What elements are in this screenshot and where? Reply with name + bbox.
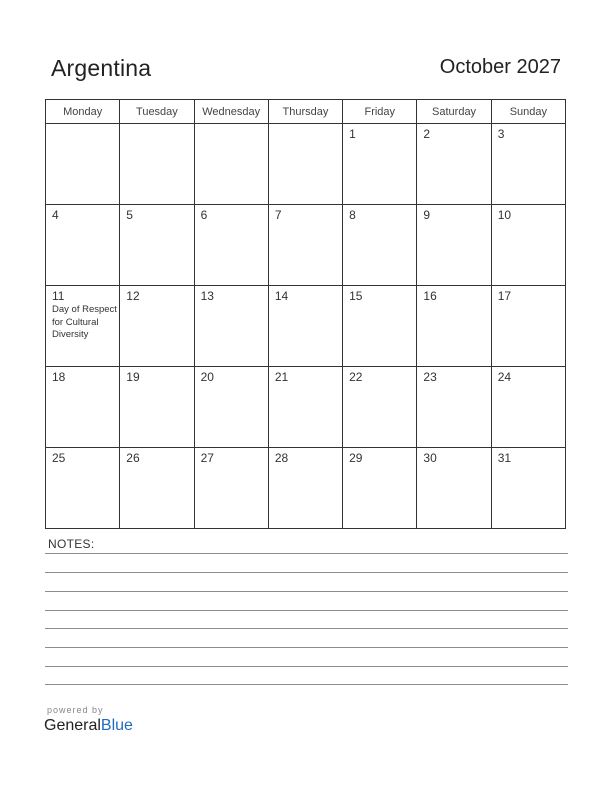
day-number: 21 (274, 370, 289, 384)
calendar-day-cell[interactable] (491, 286, 565, 367)
calendar-day-cell[interactable] (491, 367, 565, 448)
note-line (45, 591, 568, 592)
calendar-day-cell[interactable] (194, 286, 268, 367)
calendar-day-cell[interactable] (46, 286, 120, 367)
note-line (45, 610, 568, 611)
month-year-title: October 2027 (439, 56, 561, 78)
day-number: 28 (274, 451, 289, 465)
calendar-day-cell[interactable] (417, 124, 491, 205)
day-number: 18 (52, 370, 66, 384)
note-line (45, 553, 568, 554)
powered-by-label: powered by (47, 705, 104, 715)
calendar-day-cell[interactable] (343, 124, 417, 205)
notes-label: NOTES: (48, 537, 95, 551)
calendar-day-cell[interactable] (120, 124, 194, 205)
calendar-day-cell[interactable] (120, 367, 194, 448)
calendar-week-row (46, 124, 566, 205)
calendar-day-cell[interactable] (194, 448, 268, 529)
holiday-label: Day of Respect for Cultural Diversity (52, 304, 117, 340)
day-number: 13 (200, 289, 214, 303)
calendar-day-cell[interactable] (194, 367, 268, 448)
calendar-day-cell[interactable] (417, 367, 491, 448)
calendar-day-cell[interactable] (268, 367, 342, 448)
generalblue-logo[interactable] (44, 717, 133, 735)
weekday-saturday: Saturday (417, 100, 491, 124)
calendar-day-cell[interactable] (343, 367, 417, 448)
day-number: 24 (497, 370, 512, 384)
day-number: 30 (423, 451, 437, 465)
calendar-day-cell[interactable] (268, 448, 342, 529)
calendar-day-cell[interactable] (268, 205, 342, 286)
day-number: 3 (497, 127, 505, 141)
note-line (45, 647, 568, 648)
calendar-day-cell[interactable] (417, 205, 491, 286)
weekday-thursday: Thursday (268, 100, 342, 124)
day-number: 15 (349, 289, 363, 303)
calendar-day-cell[interactable] (120, 205, 194, 286)
weekday-friday: Friday (343, 100, 417, 124)
calendar-day-cell[interactable] (194, 205, 268, 286)
calendar-week-row (46, 367, 566, 448)
weekday-sunday: Sunday (491, 100, 565, 124)
calendar-week-row (46, 448, 566, 529)
day-number: 16 (423, 289, 437, 303)
day-number: 22 (349, 370, 363, 384)
weekday-wednesday: Wednesday (194, 100, 268, 124)
day-number: 17 (497, 289, 512, 303)
calendar-week-row (46, 286, 566, 367)
weekday-monday: Monday (46, 100, 120, 124)
note-line (45, 666, 568, 667)
calendar-day-cell[interactable] (46, 367, 120, 448)
logo-blue-text: Blue (100, 717, 133, 734)
calendar-day-cell[interactable] (268, 124, 342, 205)
day-number: 7 (274, 208, 282, 222)
day-number: 10 (497, 208, 512, 222)
note-line (45, 628, 568, 629)
note-line (45, 572, 568, 573)
day-number: 29 (349, 451, 363, 465)
note-line (45, 684, 568, 685)
day-number: 2 (423, 127, 431, 141)
day-number: 12 (126, 289, 140, 303)
day-number: 14 (274, 289, 289, 303)
day-number: 27 (200, 451, 214, 465)
day-number: 9 (423, 208, 431, 222)
calendar-grid (45, 99, 566, 529)
day-number: 26 (126, 451, 140, 465)
day-number: 19 (126, 370, 140, 384)
calendar-day-cell[interactable] (417, 286, 491, 367)
day-number: 11 (52, 289, 65, 303)
calendar-day-cell[interactable] (491, 448, 565, 529)
calendar-day-cell[interactable] (343, 205, 417, 286)
calendar-day-cell[interactable] (120, 286, 194, 367)
weekday-tuesday: Tuesday (120, 100, 194, 124)
day-number: 1 (349, 127, 356, 141)
calendar-day-cell[interactable] (46, 205, 120, 286)
weekday-header-row (46, 100, 566, 124)
calendar-day-cell[interactable] (194, 124, 268, 205)
calendar-day-cell[interactable] (417, 448, 491, 529)
calendar-day-cell[interactable] (491, 124, 565, 205)
day-number: 4 (52, 208, 59, 222)
day-number: 23 (423, 370, 437, 384)
calendar-day-cell[interactable] (46, 448, 120, 529)
calendar-day-cell[interactable] (120, 448, 194, 529)
logo-general-text: General (44, 717, 101, 734)
calendar-week-row (46, 205, 566, 286)
day-number: 25 (52, 451, 66, 465)
day-number: 6 (200, 208, 208, 222)
day-number: 5 (126, 208, 133, 222)
day-number: 20 (200, 370, 214, 384)
country-title: Argentina (51, 55, 152, 81)
calendar-day-cell[interactable] (491, 205, 565, 286)
calendar-day-cell[interactable] (46, 124, 120, 205)
calendar-day-cell[interactable] (343, 448, 417, 529)
calendar-day-cell[interactable] (343, 286, 417, 367)
day-number: 31 (497, 451, 512, 465)
calendar-day-cell[interactable] (268, 286, 342, 367)
day-number: 8 (349, 208, 356, 222)
